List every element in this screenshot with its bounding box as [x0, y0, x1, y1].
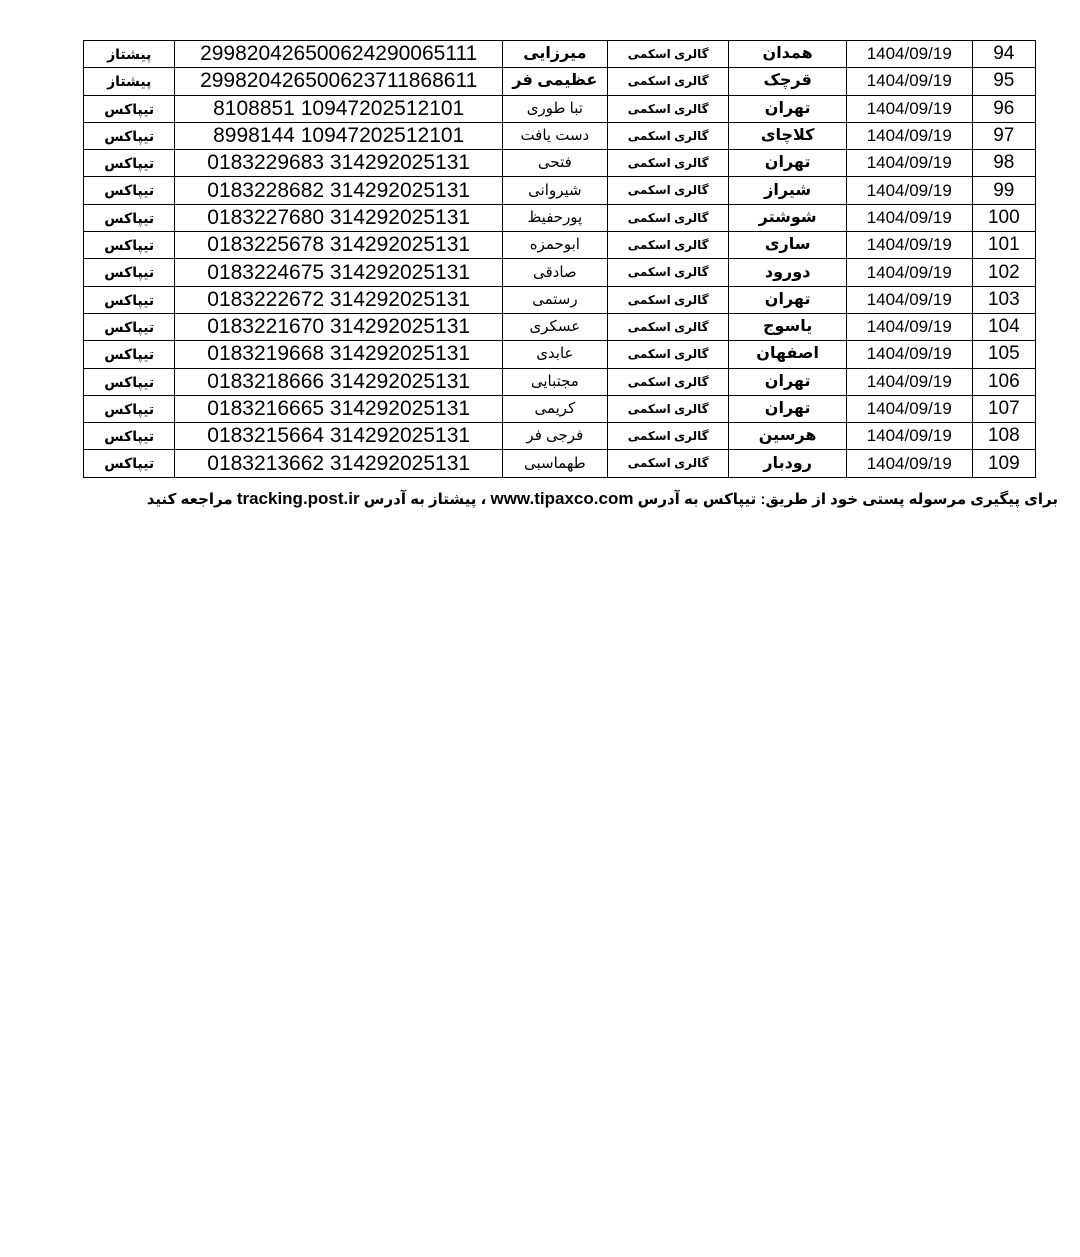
table-row [84, 313, 1036, 340]
city-cell: تهران [729, 395, 846, 422]
row-number-cell: 103 [972, 286, 1035, 313]
recipient-name-cell: طهماسبی [502, 450, 607, 477]
carrier-cell: تیپاکس [84, 450, 175, 477]
city-cell: تهران [729, 368, 846, 395]
sender-cell: گالری اسکمی [607, 423, 729, 450]
table-row [84, 423, 1036, 450]
recipient-name-cell: فرجی فر [502, 423, 607, 450]
carrier-cell: تیپاکس [84, 150, 175, 177]
table-row [84, 41, 1036, 68]
recipient-name-cell: عسکری [502, 313, 607, 340]
row-number-cell: 106 [972, 368, 1035, 395]
table-row [84, 341, 1036, 368]
date-cell: 1404/09/19 [846, 368, 972, 395]
sender-cell: گالری اسکمی [607, 259, 729, 286]
city-cell: شیراز [729, 177, 846, 204]
carrier-cell: تیپاکس [84, 313, 175, 340]
date-cell: 1404/09/19 [846, 232, 972, 259]
recipient-name-cell: عظیمی فر [502, 68, 607, 95]
city-cell: تهران [729, 95, 846, 122]
table-row [84, 286, 1036, 313]
tracking-number-cell: 314292025131 0183221670 [175, 313, 502, 340]
table-row [84, 68, 1036, 95]
shipment-sheet [83, 40, 1036, 478]
tracking-number-cell: 10947202512101 8108851 [175, 95, 502, 122]
row-number-cell: 107 [972, 395, 1035, 422]
footer-text-middle: ، پیشتاز به آدرس [363, 491, 487, 508]
carrier-cell: پیشتاز [84, 68, 175, 95]
table-row [84, 395, 1036, 422]
date-cell: 1404/09/19 [846, 395, 972, 422]
sender-cell: گالری اسکمی [607, 150, 729, 177]
recipient-name-cell: صادقی [502, 259, 607, 286]
row-number-cell: 108 [972, 423, 1035, 450]
sender-cell: گالری اسکمی [607, 450, 729, 477]
shipment-table [83, 40, 1036, 478]
row-number-cell: 109 [972, 450, 1035, 477]
table-row [84, 150, 1036, 177]
sender-cell: گالری اسکمی [607, 177, 729, 204]
row-number-cell: 102 [972, 259, 1035, 286]
tracking-number-cell: 314292025131 0183218666 [175, 368, 502, 395]
city-cell: کلاچای [729, 122, 846, 149]
recipient-name-cell: میرزایی [502, 41, 607, 68]
tracking-number-cell: 314292025131 0183229683 [175, 150, 502, 177]
carrier-cell: تیپاکس [84, 259, 175, 286]
tracking-number-cell: 299820426500624290065111 [175, 41, 502, 68]
carrier-cell: تیپاکس [84, 232, 175, 259]
recipient-name-cell: کریمی [502, 395, 607, 422]
tracking-number-cell: 314292025131 0183225678 [175, 232, 502, 259]
sender-cell: گالری اسکمی [607, 313, 729, 340]
date-cell: 1404/09/19 [846, 68, 972, 95]
carrier-cell: تیپاکس [84, 95, 175, 122]
recipient-name-cell: تبا طوری [502, 95, 607, 122]
city-cell: رودبار [729, 450, 846, 477]
table-row [84, 95, 1036, 122]
date-cell: 1404/09/19 [846, 41, 972, 68]
tracking-number-cell: 10947202512101 8998144 [175, 122, 502, 149]
tracking-number-cell: 299820426500623711868611 [175, 68, 502, 95]
table-row [84, 450, 1036, 477]
date-cell: 1404/09/19 [846, 150, 972, 177]
recipient-name-cell: عابدی [502, 341, 607, 368]
row-number-cell: 104 [972, 313, 1035, 340]
tracking-instructions [58, 489, 1058, 509]
carrier-cell: تیپاکس [84, 368, 175, 395]
row-number-cell: 94 [972, 41, 1035, 68]
sender-cell: گالری اسکمی [607, 395, 729, 422]
carrier-cell: تیپاکس [84, 423, 175, 450]
date-cell: 1404/09/19 [846, 95, 972, 122]
city-cell: هرسین [729, 423, 846, 450]
city-cell: تهران [729, 150, 846, 177]
date-cell: 1404/09/19 [846, 341, 972, 368]
recipient-name-cell: دست یافت [502, 122, 607, 149]
row-number-cell: 100 [972, 204, 1035, 231]
table-row [84, 232, 1036, 259]
footer-text-end: مراجعه کنید [146, 491, 233, 508]
sender-cell: گالری اسکمی [607, 68, 729, 95]
carrier-cell: تیپاکس [84, 341, 175, 368]
date-cell: 1404/09/19 [846, 177, 972, 204]
row-number-cell: 99 [972, 177, 1035, 204]
recipient-name-cell: مجتبایی [502, 368, 607, 395]
carrier-cell: تیپاکس [84, 395, 175, 422]
sender-cell: گالری اسکمی [607, 41, 729, 68]
date-cell: 1404/09/19 [846, 313, 972, 340]
table-row [84, 177, 1036, 204]
date-cell: 1404/09/19 [846, 286, 972, 313]
tracking-number-cell: 314292025131 0183228682 [175, 177, 502, 204]
row-number-cell: 97 [972, 122, 1035, 149]
table-row [84, 204, 1036, 231]
date-cell: 1404/09/19 [846, 450, 972, 477]
tracking-number-cell: 314292025131 0183213662 [175, 450, 502, 477]
recipient-name-cell: شیروانی [502, 177, 607, 204]
sender-cell: گالری اسکمی [607, 341, 729, 368]
city-cell: یاسوج [729, 313, 846, 340]
tracking-number-cell: 314292025131 0183224675 [175, 259, 502, 286]
city-cell: دورود [729, 259, 846, 286]
row-number-cell: 101 [972, 232, 1035, 259]
sender-cell: گالری اسکمی [607, 204, 729, 231]
post-tracking-url-link[interactable]: tracking.post.ir [236, 489, 360, 508]
city-cell: قرچک [729, 68, 846, 95]
tracking-number-cell: 314292025131 0183216665 [175, 395, 502, 422]
sender-cell: گالری اسکمی [607, 232, 729, 259]
tracking-number-cell: 314292025131 0183215664 [175, 423, 502, 450]
city-cell: ساری [729, 232, 846, 259]
carrier-cell: پیشتاز [84, 41, 175, 68]
carrier-cell: تیپاکس [84, 286, 175, 313]
table-row [84, 122, 1036, 149]
carrier-cell: تیپاکس [84, 204, 175, 231]
sender-cell: گالری اسکمی [607, 368, 729, 395]
tracking-number-cell: 314292025131 0183227680 [175, 204, 502, 231]
city-cell: تهران [729, 286, 846, 313]
city-cell: شوشتر [729, 204, 846, 231]
date-cell: 1404/09/19 [846, 259, 972, 286]
table-row [84, 368, 1036, 395]
tipax-url-link[interactable]: www.tipaxco.com [490, 489, 634, 508]
row-number-cell: 95 [972, 68, 1035, 95]
recipient-name-cell: فتحی [502, 150, 607, 177]
sender-cell: گالری اسکمی [607, 286, 729, 313]
carrier-cell: تیپاکس [84, 177, 175, 204]
sender-cell: گالری اسکمی [607, 95, 729, 122]
sender-cell: گالری اسکمی [607, 122, 729, 149]
row-number-cell: 96 [972, 95, 1035, 122]
footer-text-intro: برای پیگیری مرسوله پستی خود از طریق: تیپاکس به آدرس [637, 491, 1058, 508]
recipient-name-cell: رستمی [502, 286, 607, 313]
city-cell: همدان [729, 41, 846, 68]
date-cell: 1404/09/19 [846, 204, 972, 231]
date-cell: 1404/09/19 [846, 423, 972, 450]
shipment-table-body [84, 41, 1036, 478]
city-cell: اصفهان [729, 341, 846, 368]
table-row [84, 259, 1036, 286]
recipient-name-cell: ابوحمزه [502, 232, 607, 259]
tracking-number-cell: 314292025131 0183219668 [175, 341, 502, 368]
date-cell: 1404/09/19 [846, 122, 972, 149]
carrier-cell: تیپاکس [84, 122, 175, 149]
recipient-name-cell: پورحفیظ [502, 204, 607, 231]
row-number-cell: 98 [972, 150, 1035, 177]
tracking-number-cell: 314292025131 0183222672 [175, 286, 502, 313]
row-number-cell: 105 [972, 341, 1035, 368]
